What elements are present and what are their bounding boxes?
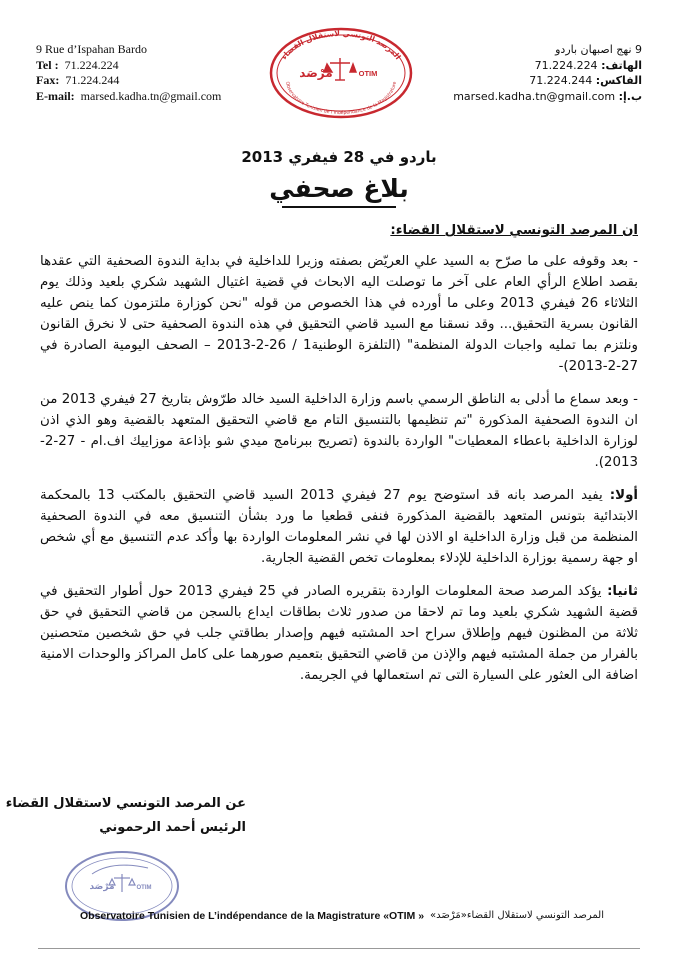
signature-block (6, 792, 246, 840)
email-ar: ب.إ: marsed.kadha.tn@gmail.com (453, 89, 642, 103)
release-date: باردو في 28 فيفري 2013 (241, 148, 437, 166)
footer-fr: Observatoire Tunisien de L’indépendance de la Magistrature «OTIM » (80, 910, 425, 922)
stamp-name-ar: مَرْصَد (89, 882, 115, 892)
point-second-lead: ثانيا: (607, 584, 638, 599)
point-second-text: يؤكد المرصد صحة المعلومات الواردة بتقريره الصادر في 25 فيفري 2013 حول أطوار التحقيق في قضية الشهيد شكري بلعيد وما تم لاحقا من صدور ثلاث بطاقات ايداع بالسجن من قاضي التحقيق في حق ثلاثة من المظنون فيهم وإطلاق سراح احد المشتبه فيهم وإصدار بطاقتي جلب في حق شخصين متحصنين بالفرار من جملة المشتبه فيهم والإذن من قاضي التحقيق بتعميم صورهما على كامل المراكز والوحدات الامنية اضافة الى العثور على السيارة التى تم استعمالها في الجريمة. (40, 584, 638, 683)
address-fr: 9 Rue d’Ispahan Bardo (36, 42, 147, 56)
address-ar: 9 نهج اصبهان باردو (555, 43, 642, 56)
signature-president: الرئيس أحمد الرحموني (99, 820, 246, 835)
footer-rule (38, 948, 640, 949)
tel-fr: Tel : 71.224.224 (36, 57, 119, 72)
svg-text:المرصد التونسي لاستقلال القضاء (279, 29, 402, 61)
point-first-lead: أولا: (609, 488, 638, 503)
point-second (40, 581, 638, 686)
paragraph-2: - وبعد سماع ما أدلى به الناطق الرسمي باسم وزارة الداخلية السيد خالد طرّوش بتاريخ 27 فيفري 2013 من ان الندوة الصحفية المذكورة "تم تنظيمها بالتنسيق التام مع قاضي التحقيق المتعهد بالقضية وهو الذي اذن لوزارة الداخلية باعطاء المعطيات" الواردة بالندوة (تصريح ببرنامج ميدي شو بإذاعة موزاييك اف.ام - 27-2-2013). (40, 392, 638, 470)
fax-ar: الفاكس: 71.224.244 (529, 74, 642, 87)
page-title: بلاغ صحفي (269, 174, 409, 203)
otim-logo (266, 18, 416, 120)
signature-org: عن المرصد التونسي لاستقلال القضاء (5, 796, 246, 811)
header-contact-fr (36, 42, 246, 104)
point-first (40, 485, 638, 569)
logo-acronym: OTIM (358, 69, 378, 78)
title-underline (282, 206, 396, 208)
logo-name-ar: مَرْصَد (299, 66, 333, 80)
release-body (40, 220, 638, 698)
footer-ar: المرصد التونسي لاستقلال القضاء«مَرْصَد» (430, 910, 604, 921)
point-first-text: يفيد المرصد بانه قد استوضح يوم 27 فيفري 2013 السيد قاضي التحقيق بالمكتب 13 بالمحكمة الابتدائية بتونس المتعهد بالقضية المذكورة فنفى قطعيا ما ورد بشأن التنسيق معه في الندوة الصحفية المنظمة من قبل وزارة الداخلية او الاذن لها في نشر المعلومات الواردة بها وأكد عدم التنسيق مع أي شخص او جهة رسمية بوزارة الداخلية للإدلاء بمعلومات تخص القضية الجارية. (40, 488, 638, 566)
stamp-signature-stroke (92, 865, 148, 874)
logo-arc-text-ar: المرصد التونسي لاستقلال القضاء (279, 28, 403, 62)
fax-fr: Fax: 71.224.244 (36, 73, 120, 87)
stamp-acronym: OTIM (136, 885, 152, 891)
paragraph-1: - بعد وقوفه على ما صرّح به السيد علي العريّض بصفته وزيرا للداخلية في بداية الندوة الصحفية التي عقدها بقصد اطلاع الرأي العام على آخر ما توصلت اليه الابحاث في قضية اغتيال الشهيد شكري بلعيد وذلك يوم الثلاثاء 26 فيفري 2013 وعلى ما أورده في هذا الخصوص من قوله "نحن كوزارة ملتزمون كما ينص عليه القانون بسرية التحقيق... وقد نسقنا مع السيد قاضي التحقيق في هذه الندوة الصحفية حتى لا نخرق القانون ونلتزم بما تمليه واجبات الدولة المنظمة" (التلفزة الوطنية1 / 26-2-2013 – الصحف اليومية الصادرة في 27-2-2013)- (40, 254, 638, 374)
email-fr: E-mail: marsed.kadha.tn@gmail.com (36, 88, 222, 103)
logo-arc-text-fr: Observatoire Tunisien de l’Indépendance de la Magistrature (284, 81, 398, 116)
intro-line: ان المرصد التونسي لاستقلال القضاء: (390, 223, 638, 238)
tel-ar: الهاتف: 71.224.224 (534, 58, 642, 72)
header-contact-ar (432, 42, 642, 104)
